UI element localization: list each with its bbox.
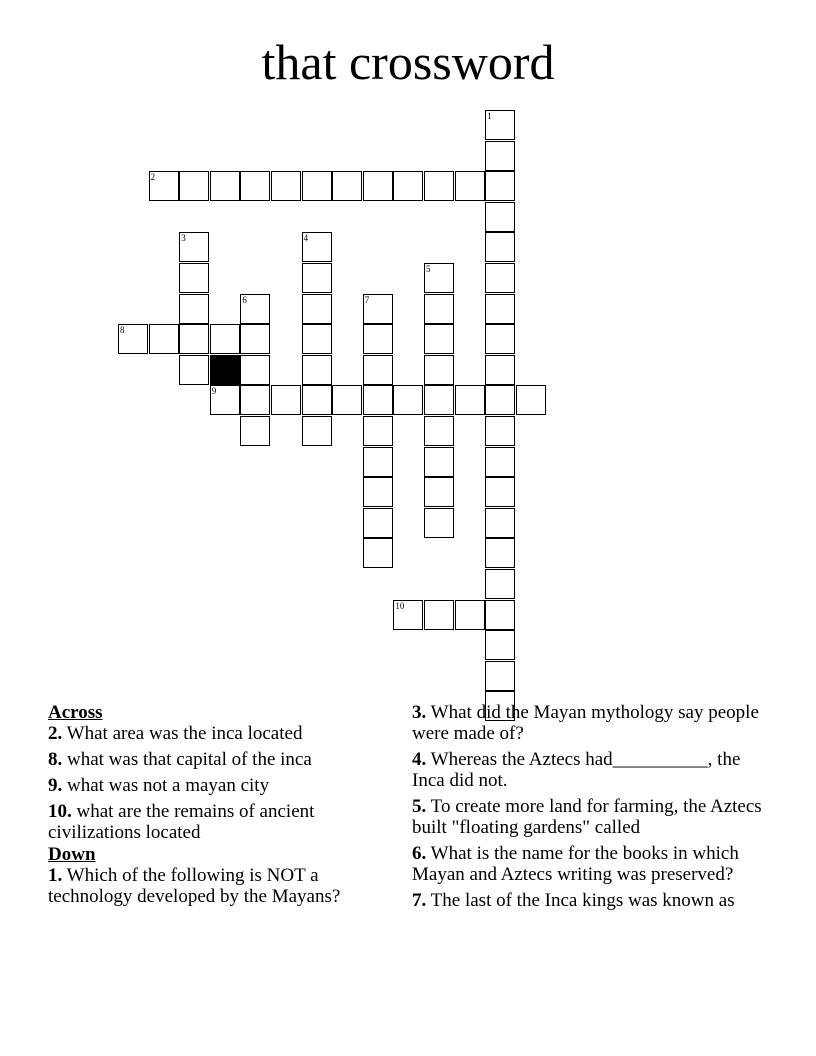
grid-cell[interactable] bbox=[485, 110, 515, 140]
clue-number: 6. bbox=[412, 843, 427, 864]
clue-text: what was not a mayan city bbox=[67, 775, 270, 796]
across-heading: Across bbox=[48, 702, 103, 723]
black-cell bbox=[210, 355, 240, 385]
clue-down-6 bbox=[412, 843, 772, 885]
clue-text: What did the Mayan mythology say people were made of? bbox=[412, 702, 759, 744]
grid-cell[interactable] bbox=[485, 202, 515, 232]
grid-cell[interactable] bbox=[302, 385, 332, 415]
clue-text: Which of the following is NOT a technology developed by the Mayans? bbox=[48, 865, 341, 907]
cell-number: 1 bbox=[487, 111, 492, 121]
grid-cell[interactable] bbox=[424, 263, 454, 293]
grid-cell[interactable] bbox=[485, 324, 515, 354]
grid-cell[interactable] bbox=[363, 385, 393, 415]
grid-cell[interactable] bbox=[302, 171, 332, 201]
grid-cell[interactable] bbox=[424, 355, 454, 385]
grid-cell[interactable] bbox=[179, 355, 209, 385]
grid-cell[interactable] bbox=[424, 385, 454, 415]
grid-cell[interactable] bbox=[393, 171, 423, 201]
grid-cell[interactable] bbox=[332, 171, 362, 201]
cell-number: 8 bbox=[120, 325, 125, 336]
grid-cell[interactable] bbox=[424, 416, 454, 446]
grid-cell[interactable] bbox=[149, 324, 179, 354]
grid-cell[interactable] bbox=[271, 171, 301, 201]
grid-cell[interactable] bbox=[240, 171, 270, 201]
grid-cell[interactable] bbox=[424, 477, 454, 507]
grid-cell[interactable] bbox=[363, 538, 393, 568]
grid-cell[interactable] bbox=[302, 263, 332, 293]
grid-cell[interactable] bbox=[179, 232, 209, 262]
grid-cell[interactable] bbox=[424, 294, 454, 324]
clue-text: The last of the Inca kings was known as bbox=[430, 890, 735, 911]
grid-cell[interactable] bbox=[302, 232, 332, 262]
grid-cell[interactable] bbox=[149, 171, 179, 201]
clue-number: 10. bbox=[48, 801, 72, 822]
clue-down-5 bbox=[412, 796, 772, 838]
cell-number: 4 bbox=[303, 233, 309, 244]
grid-cell[interactable] bbox=[485, 538, 515, 568]
clue-down-1 bbox=[48, 865, 393, 907]
cell-number: 3 bbox=[181, 233, 186, 244]
grid-cell[interactable] bbox=[393, 600, 423, 630]
clue-number: 8. bbox=[48, 749, 63, 770]
grid-cell[interactable] bbox=[302, 294, 332, 324]
grid-cell[interactable] bbox=[302, 324, 332, 354]
grid-cell[interactable] bbox=[363, 324, 393, 354]
grid-cell[interactable] bbox=[363, 355, 393, 385]
grid-cell[interactable] bbox=[485, 661, 515, 691]
grid-cell[interactable] bbox=[363, 447, 393, 477]
clue-number: 9. bbox=[48, 775, 63, 796]
grid-cell[interactable] bbox=[516, 385, 546, 415]
clue-number: 3. bbox=[412, 702, 427, 723]
grid-cell[interactable] bbox=[302, 355, 332, 385]
grid-cell[interactable] bbox=[455, 171, 485, 201]
grid-cell[interactable] bbox=[424, 508, 454, 538]
grid-cell[interactable] bbox=[271, 385, 301, 415]
clue-number: 2. bbox=[48, 723, 63, 744]
down-heading: Down bbox=[48, 844, 96, 865]
clue-text: Whereas the Aztecs had__________, the Inca did not. bbox=[412, 749, 741, 791]
clue-down-4 bbox=[412, 749, 772, 791]
cell-number: 10 bbox=[395, 600, 405, 611]
grid-cell[interactable] bbox=[485, 355, 515, 385]
grid-cell[interactable] bbox=[485, 600, 515, 630]
grid-cell[interactable] bbox=[240, 324, 270, 354]
grid-cell[interactable] bbox=[424, 324, 454, 354]
grid-cell[interactable] bbox=[485, 171, 515, 201]
grid-cell[interactable] bbox=[363, 508, 393, 538]
clue-down-7 bbox=[412, 890, 772, 911]
grid-cell[interactable] bbox=[485, 569, 515, 599]
clue-text: To create more land for farming, the Aztecs built "floating gardens" called bbox=[412, 796, 762, 838]
grid-cell[interactable] bbox=[363, 477, 393, 507]
grid-cell[interactable] bbox=[118, 324, 148, 354]
clues-left-column bbox=[48, 702, 393, 912]
grid-cell[interactable] bbox=[240, 416, 270, 446]
clue-across-8 bbox=[48, 749, 393, 770]
grid-cell[interactable] bbox=[363, 171, 393, 201]
grid-cell[interactable] bbox=[485, 447, 515, 477]
cell-number: 7 bbox=[364, 294, 370, 305]
grid-cell[interactable] bbox=[485, 232, 515, 262]
clue-number: 7. bbox=[412, 890, 427, 911]
clue-text: What is the name for the books in which Mayan and Aztecs writing was preserved? bbox=[412, 843, 739, 885]
cell-number: 9 bbox=[211, 386, 217, 397]
grid-cell[interactable] bbox=[424, 171, 454, 201]
clue-number: 1. bbox=[48, 865, 63, 886]
clue-text: what are the remains of ancient civilizations located bbox=[48, 801, 315, 843]
grid-cell[interactable] bbox=[332, 385, 362, 415]
grid-cell[interactable] bbox=[485, 263, 515, 293]
grid-cell[interactable] bbox=[210, 385, 240, 415]
clue-across-10 bbox=[48, 801, 393, 843]
grid-cell[interactable] bbox=[363, 416, 393, 446]
clue-down-3 bbox=[412, 702, 772, 744]
grid-cell[interactable] bbox=[485, 141, 515, 171]
clue-number: 5. bbox=[412, 796, 427, 817]
grid-cell[interactable] bbox=[179, 294, 209, 324]
grid-cell[interactable] bbox=[485, 508, 515, 538]
grid-cell[interactable] bbox=[455, 600, 485, 630]
grid-cell[interactable] bbox=[485, 294, 515, 324]
cell-number: 2 bbox=[150, 172, 156, 183]
clue-across-2 bbox=[48, 723, 393, 744]
grid-cell[interactable] bbox=[485, 416, 515, 446]
clue-text: what was that capital of the inca bbox=[67, 749, 312, 770]
cell-number: 5 bbox=[426, 264, 431, 274]
grid-cell[interactable] bbox=[393, 385, 423, 415]
grid-cell[interactable] bbox=[240, 355, 270, 385]
clue-across-9 bbox=[48, 775, 393, 796]
grid-cell[interactable] bbox=[363, 294, 393, 324]
page-title: that crossword bbox=[261, 34, 555, 90]
grid-cell[interactable] bbox=[302, 416, 332, 446]
clues-right-column bbox=[412, 702, 772, 916]
grid-cell[interactable] bbox=[210, 171, 240, 201]
grid-cell[interactable] bbox=[240, 385, 270, 415]
clue-number: 4. bbox=[412, 749, 427, 770]
grid-cell[interactable] bbox=[179, 263, 209, 293]
grid-cell[interactable] bbox=[240, 294, 270, 324]
grid-cell[interactable] bbox=[424, 447, 454, 477]
grid-cell[interactable] bbox=[179, 324, 209, 354]
clue-text: What area was the inca located bbox=[66, 723, 303, 744]
grid-cell[interactable] bbox=[455, 385, 485, 415]
cell-number: 6 bbox=[242, 294, 247, 305]
grid-cell[interactable] bbox=[424, 600, 454, 630]
grid-cell[interactable] bbox=[485, 477, 515, 507]
grid-cell[interactable] bbox=[210, 324, 240, 354]
grid-cell[interactable] bbox=[485, 385, 515, 415]
grid-cell[interactable] bbox=[179, 171, 209, 201]
grid-cell[interactable] bbox=[485, 630, 515, 660]
